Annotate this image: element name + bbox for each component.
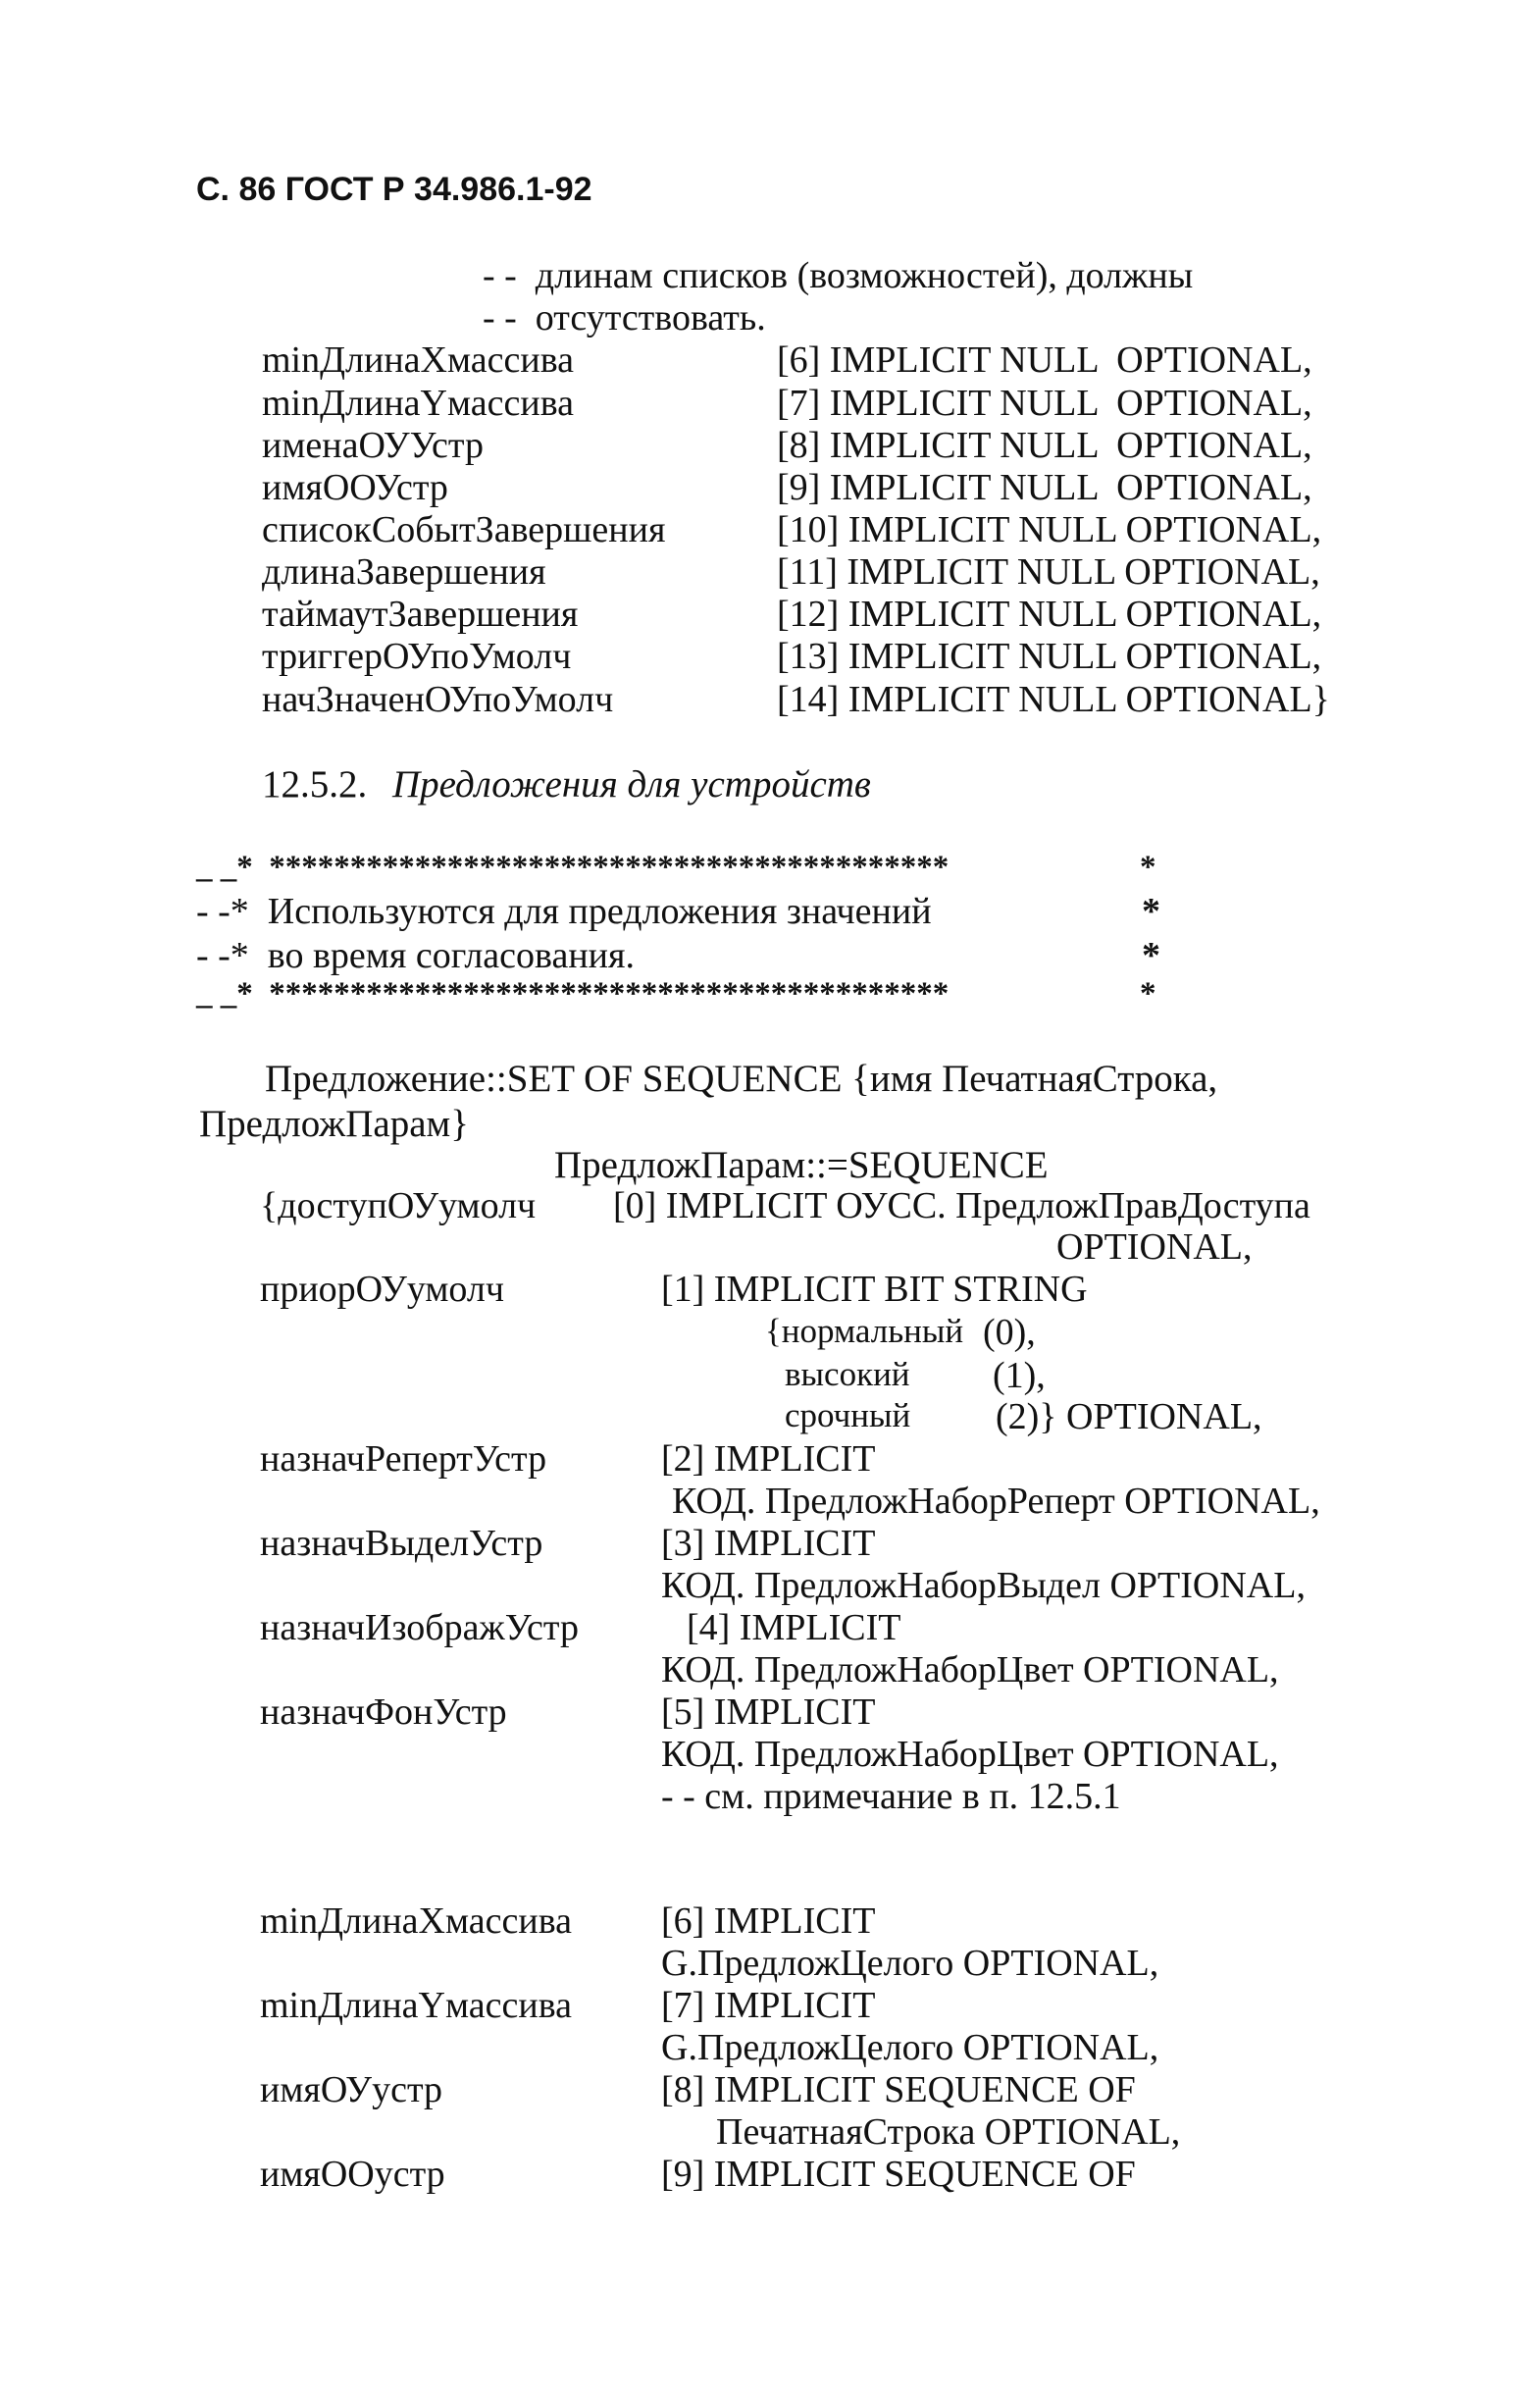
field-name: начЗначенОУпоУмолч [262, 679, 614, 720]
comment-line: - - отсутствовать. [483, 297, 766, 338]
param-definition: [3] IMPLICIT [661, 1523, 876, 1564]
bit-value-name: высокий [785, 1355, 910, 1393]
param-sequence-title: ПредложПарам::=SEQUENCE [554, 1144, 1049, 1186]
param-definition: [5] IMPLICIT [661, 1691, 876, 1733]
definition-line: ПредложПарам} [199, 1103, 469, 1145]
comment-box-line: - -* Используются для предложения значений [196, 891, 932, 932]
field-name: minДлинаХмассива [262, 339, 575, 381]
comment-box-border: _ _* ****************************************** [196, 976, 950, 1012]
bit-value-name: {нормальный [765, 1312, 964, 1350]
field-name: списокСобытЗавершения [262, 509, 666, 550]
field-definition: [11] IMPLICIT NULL OPTIONAL, [777, 551, 1320, 593]
param-definition: [0] IMPLICIT ОУСС. ПредложПравДоступа [613, 1185, 1310, 1226]
field-definition: [7] IMPLICIT NULL OPTIONAL, [777, 383, 1312, 424]
param-type: КОД. ПредложНаборВыдел OPTIONAL, [661, 1565, 1306, 1606]
comment-line: - - длинам списков (возможностей), должны [483, 255, 1194, 296]
param-definition: [4] IMPLICIT [687, 1607, 901, 1648]
field-name: minДлинаYмассива [262, 383, 575, 424]
field-definition: [9] IMPLICIT NULL OPTIONAL, [777, 467, 1312, 508]
param-definition: [6] IMPLICIT [661, 1900, 876, 1942]
bit-value-number: (2)} OPTIONAL, [996, 1396, 1262, 1437]
comment-box-end: * [1140, 850, 1156, 885]
param-name: приорОУумолч [260, 1269, 505, 1310]
param-definition: [1] IMPLICIT BIT STRING [661, 1269, 1088, 1310]
param-name: имяООустр [260, 2154, 445, 2195]
param-type: КОД. ПредложНаборРеперт OPTIONAL, [672, 1481, 1320, 1522]
param-definition: [2] IMPLICIT [661, 1438, 876, 1480]
field-name: длинаЗавершения [262, 551, 546, 593]
section-title: Предложения для устройств [392, 763, 871, 806]
bit-value-name: срочный [785, 1396, 911, 1434]
param-name: назначРепертУстр [260, 1438, 547, 1480]
param-type: G.ПредложЦелого OPTIONAL, [661, 2027, 1159, 2068]
param-name: minДлинаYмассива [260, 1985, 573, 2026]
param-definition: [7] IMPLICIT [661, 1985, 876, 2026]
field-definition: [6] IMPLICIT NULL OPTIONAL, [777, 339, 1312, 381]
param-name: имяОУустр [260, 2069, 443, 2110]
param-definition: [8] IMPLICIT SEQUENCE OF [661, 2069, 1136, 2110]
comment-box-end: * [1142, 891, 1160, 932]
bit-value-number: (1), [993, 1355, 1046, 1396]
param-type: КОД. ПредложНаборЦвет OPTIONAL, [661, 1734, 1279, 1775]
bit-value-number: (0), [983, 1312, 1036, 1353]
param-name: назначФонУстр [260, 1691, 507, 1733]
comment-box-line: - -* во время согласования. [196, 935, 636, 976]
param-name: назначИзображУстр [260, 1607, 579, 1648]
comment-box-border: _ _* ****************************************** [196, 850, 950, 885]
param-name: {доступОУумолч [260, 1185, 537, 1226]
param-optional: OPTIONAL, [1056, 1226, 1253, 1268]
comment-box-end: * [1140, 976, 1156, 1012]
field-name: именаОУУстр [262, 425, 484, 466]
field-definition: [14] IMPLICIT NULL OPTIONAL} [777, 679, 1330, 720]
field-name: триггерОУпоУмолч [262, 636, 572, 677]
page-header: С. 86 ГОСТ Р 34.986.1-92 [196, 171, 592, 208]
param-name: minДлинаХмассива [260, 1900, 573, 1942]
field-definition: [10] IMPLICIT NULL OPTIONAL, [777, 509, 1322, 550]
comment-box-end: * [1142, 935, 1160, 976]
section-number: 12.5.2. [262, 763, 368, 806]
field-definition: [13] IMPLICIT NULL OPTIONAL, [777, 636, 1322, 677]
param-definition: [9] IMPLICIT SEQUENCE OF [661, 2154, 1136, 2195]
param-type: G.ПредложЦелого OPTIONAL, [661, 1943, 1159, 1984]
param-type: ПечатнаяСтрока OPTIONAL, [716, 2111, 1181, 2153]
param-type: КОД. ПредложНаборЦвет OPTIONAL, [661, 1649, 1279, 1691]
param-note: - - см. примечание в п. 12.5.1 [661, 1776, 1121, 1817]
field-definition: [8] IMPLICIT NULL OPTIONAL, [777, 425, 1312, 466]
field-name: таймаутЗавершения [262, 594, 579, 635]
definition-line: Предложение::SET OF SEQUENCE {имя ПечатнаяСтрока, [265, 1058, 1218, 1100]
field-name: имяООУстр [262, 467, 448, 508]
field-definition: [12] IMPLICIT NULL OPTIONAL, [777, 594, 1322, 635]
param-name: назначВыделУстр [260, 1523, 543, 1564]
